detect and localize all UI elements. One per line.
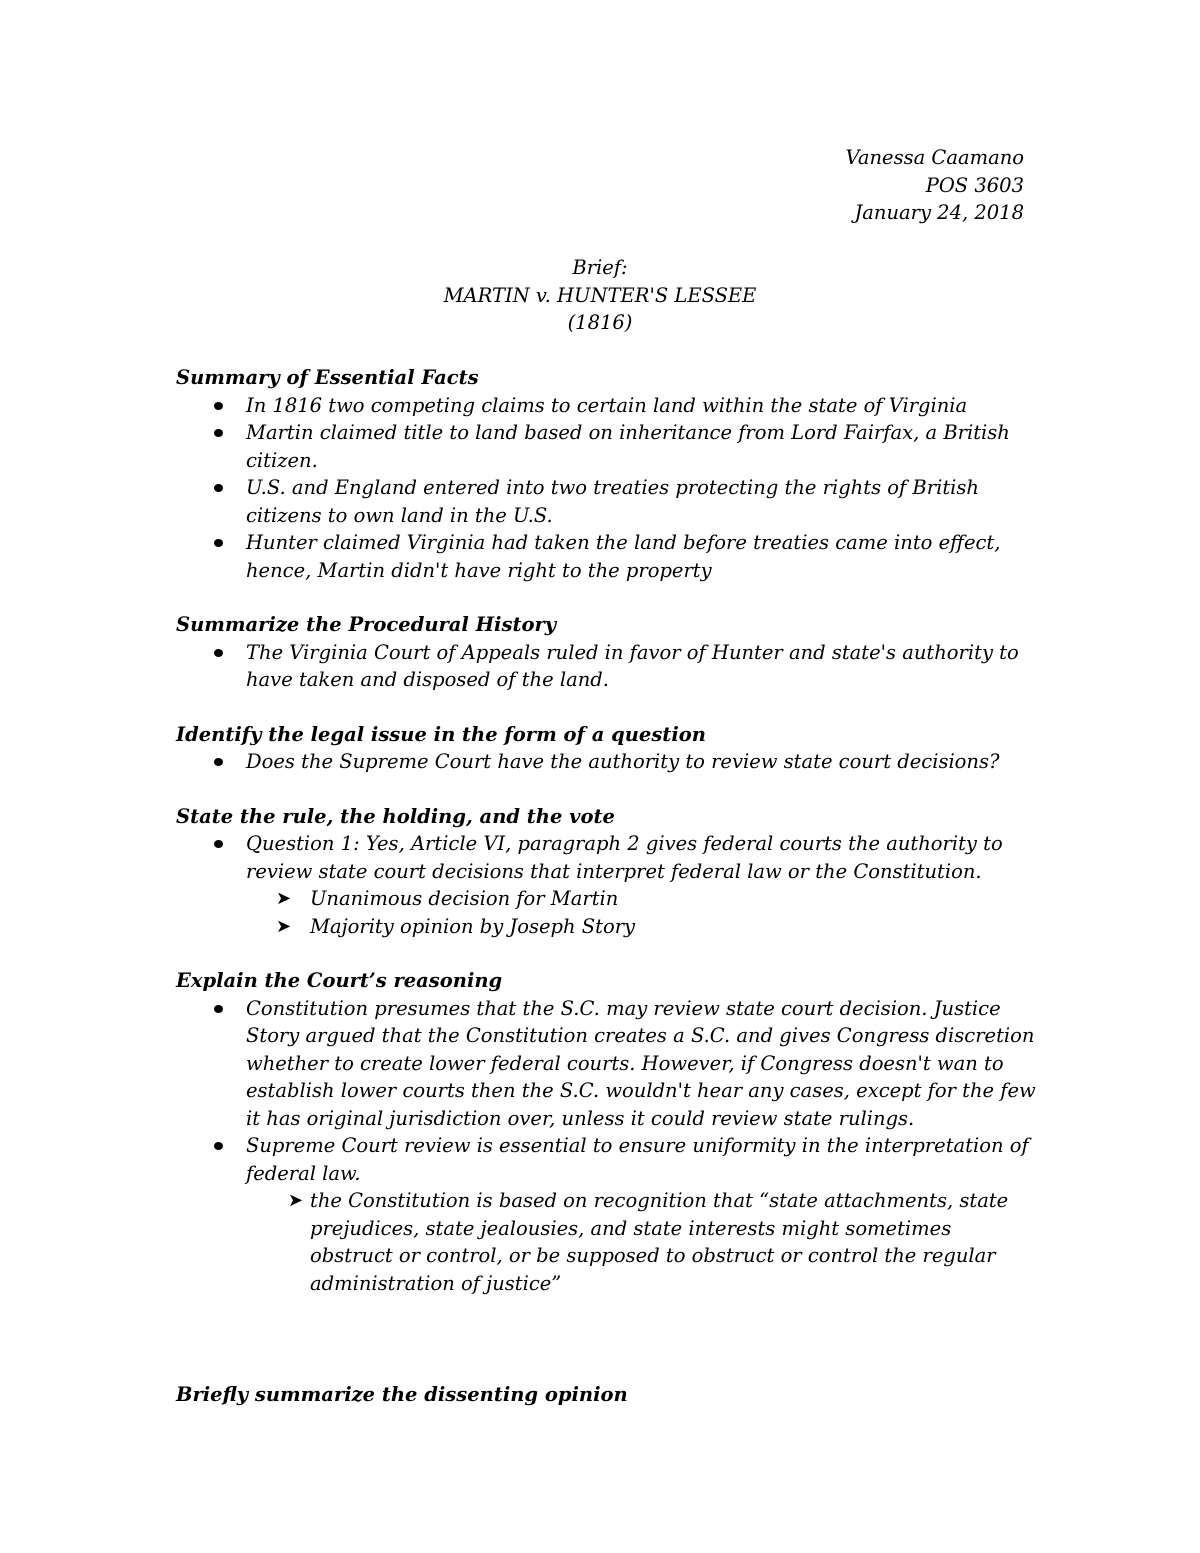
author-name: Vanessa Caamano [845, 146, 1024, 169]
arrowhead-icon: ➤ [276, 888, 292, 909]
sub-list-item: ➤ the Constitution is based on recognition that “state attachments, state prejudices, state jealousies, and state interests might sometimes obstruct or control, or be supposed to obstruct or control the regular administration of justice” [288, 1189, 1009, 1295]
section-heading: State the rule, the holding, and the vote [176, 804, 615, 828]
bullet-icon [214, 484, 223, 492]
author-header [846, 144, 1024, 227]
document-body [176, 364, 1036, 1409]
bullet-icon [214, 649, 223, 657]
sub-list-item: ➤ Majority opinion by Joseph Story [176, 913, 1036, 941]
section-heading: Summary of Essential Facts [176, 366, 479, 389]
course-code: POS 3603 [925, 173, 1024, 197]
list-item: U.S. and England entered into two treaties protecting the rights of British citizens to own land in the U.S. [176, 474, 1036, 529]
bullet-list [176, 995, 1036, 1298]
arrowhead-icon: ➤ [288, 1190, 304, 1211]
sub-list-item: ➤ Unanimous decision for Martin [176, 885, 1036, 913]
list-item: Supreme Court review is essential to ensure uniformity in the interpretation of federal law. [176, 1132, 1036, 1187]
list-item: The Virginia Court of Appeals ruled in favor of Hunter and state's authority to have taken and disposed of the land. [176, 639, 1036, 694]
bullet-icon [214, 1142, 223, 1150]
list-item: Does the Supreme Court have the authority to review state court decisions? [176, 748, 1036, 776]
document-title [0, 254, 1200, 337]
bullet-icon [214, 840, 223, 848]
list-item: Hunter claimed Virginia had taken the land before treaties came into effect, hence, Martin didn't have right to the property [176, 529, 1036, 584]
bullet-list [176, 392, 1036, 585]
bullet-icon [214, 429, 223, 437]
section-dissent [176, 1381, 1036, 1409]
list-item: Constitution presumes that the S.C. may review state court decision. Justice Story argued that the Constitution creates a S.C. and gives Congress discretion whether to create lower federal courts. However, if Congress doesn't wan to establish lower courts then the S.C. wouldn't hear any cases, except for the few it has original jurisdiction over, unless it could review state rulings. [176, 995, 1036, 1133]
arrowhead-icon: ➤ [276, 915, 292, 937]
bullet-list [176, 830, 1036, 940]
bullet-list [176, 748, 1036, 776]
list-item: In 1816 two competing claims to certain land within the state of Virginia [176, 392, 1036, 420]
section-heading: Explain the Court’s reasoning [176, 969, 503, 992]
bullet-icon [214, 402, 223, 410]
bullet-icon [214, 539, 223, 547]
bullet-icon [214, 758, 223, 766]
document-date: January 24, 2018 [854, 201, 1024, 224]
bullet-icon [214, 1005, 223, 1013]
section-court-reasoning [176, 967, 1036, 1297]
section-facts [176, 364, 1036, 584]
section-legal-issue [176, 721, 1036, 776]
section-procedural-history [176, 611, 1036, 694]
bullet-list [176, 639, 1036, 694]
title-line-case: MARTIN v. HUNTER'S LESSEE [443, 283, 757, 307]
list-item: Question 1: Yes, Article VI, paragraph 2 gives federal courts the authority to review state court decisions that interpret federal law or the Constitution. [176, 830, 1036, 885]
section-heading: Briefly summarize the dissenting opinion [176, 1383, 628, 1406]
section-heading: Summarize the Procedural History [176, 613, 557, 636]
title-line-brief: Brief: [572, 256, 628, 279]
list-item: Martin claimed title to land based on inheritance from Lord Fairfax, a British citizen. [176, 419, 1036, 474]
section-heading: Identify the legal issue in the form of a question [176, 722, 706, 746]
section-rule-holding-vote [176, 803, 1036, 941]
title-line-year: (1816) [567, 311, 633, 334]
